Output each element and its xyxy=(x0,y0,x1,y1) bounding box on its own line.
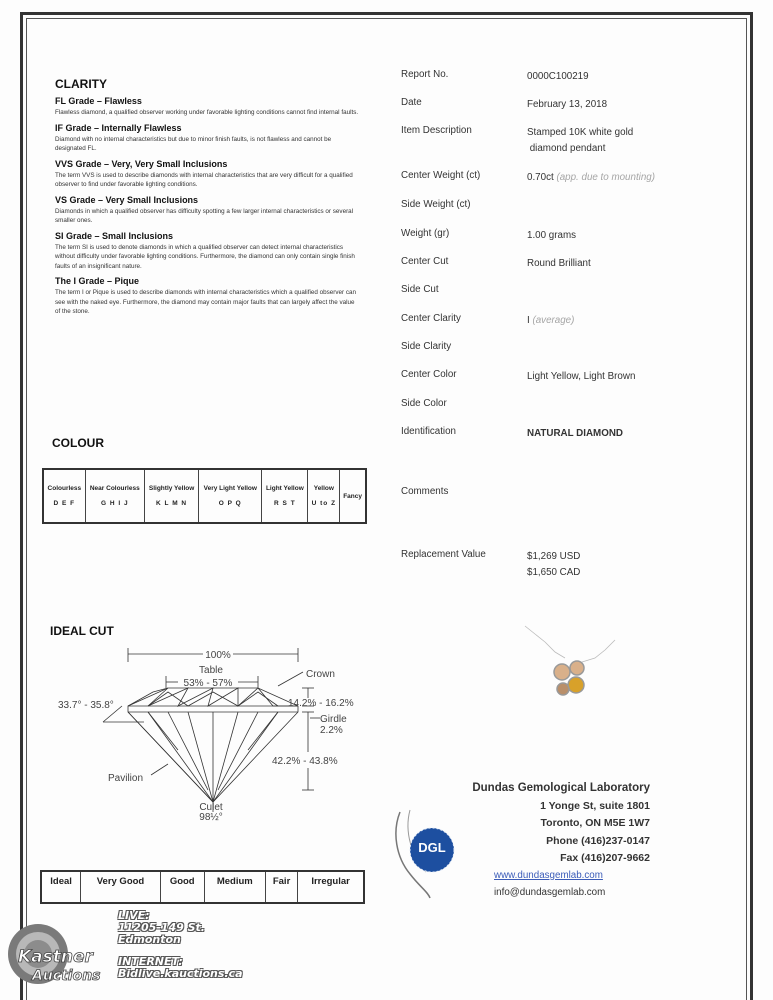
clarity-grade-title: IF Grade – Internally Flawless xyxy=(55,122,182,133)
internet-label: INTERNET: xyxy=(118,955,183,968)
cut-grade-cell: Good xyxy=(160,871,204,903)
kastner-auctions-logo xyxy=(2,916,114,1000)
clarity-grade-title: FL Grade – Flawless xyxy=(55,96,142,106)
colour-cell: Colourless D E F xyxy=(43,469,85,523)
ideal-cut-heading: IDEAL CUT xyxy=(50,624,114,638)
girdle-pct-label: 2.2% xyxy=(320,725,343,736)
culet-angle-label: 98½° xyxy=(199,812,223,823)
live-address1: 11205-149 St. xyxy=(118,921,205,934)
cut-grade-table xyxy=(40,870,365,904)
auction-info xyxy=(118,910,243,980)
kastner-logo-line1: Kastner xyxy=(18,947,93,967)
internet-url[interactable]: Bidlive.kauctions.ca xyxy=(118,967,243,980)
lab-contact-links xyxy=(494,868,605,901)
pendant-photo xyxy=(520,620,620,710)
crown-pct-label: 14.2% - 16.2% xyxy=(288,698,354,709)
cut-grade-cell: Ideal xyxy=(41,871,81,903)
crown-label: Crown xyxy=(306,669,335,680)
colour-cell: Yellow U to Z xyxy=(308,469,340,523)
lab-phone: Phone (416)237-0147 xyxy=(546,834,650,847)
lab-address2: Toronto, ON M5E 1W7 xyxy=(540,817,650,829)
clarity-heading: CLARITY xyxy=(55,77,107,91)
table-label: Table xyxy=(199,665,223,676)
cut-grade-cell: Very Good xyxy=(81,871,161,903)
live-label: LIVE: xyxy=(118,909,150,922)
clarity-grade-desc: Diamond with no internal characteristics but due to minor finish faults, is not flawless and cannot be designated FL. xyxy=(55,135,332,152)
colour-scale-table xyxy=(42,468,367,524)
lab-address-block xyxy=(460,780,650,868)
clarity-grade-desc: The term I or Pique is used to describe diamonds with internal characteristics which a qualified observer can see with the naked eye. Furthermore, the diamond may contain major faults that can largely affect the value of the stone. xyxy=(55,289,356,315)
dgl-logo xyxy=(390,802,468,902)
culet-label: Culet xyxy=(199,802,223,813)
live-address2: Edmonton xyxy=(118,933,181,946)
lab-fax: Fax (416)207-9662 xyxy=(560,852,650,864)
colour-cell: Light Yellow R S T xyxy=(262,469,308,523)
dgl-logo-text: DGL xyxy=(418,840,446,855)
clarity-grade-title: The I Grade – Pique xyxy=(55,276,140,286)
clarity-grades xyxy=(55,96,360,317)
lab-name: Dundas Gemological Laboratory xyxy=(472,782,650,794)
colour-cell: Very Light Yellow O P Q xyxy=(199,469,262,523)
diamond-cut-diagram xyxy=(48,640,368,825)
clarity-grade-title: VVS Grade – Very, Very Small Inclusions xyxy=(55,158,228,169)
girdle-label: Girdle xyxy=(320,714,347,725)
clarity-grade-desc: Diamonds in which a qualified observer has difficulty spotting a few larger internal characteristics or several smaller ones. xyxy=(55,207,354,224)
width-label: 100% xyxy=(205,650,231,661)
cut-grade-cell: Irregular xyxy=(298,871,364,903)
clarity-grade-desc: The term SI is used to denote diamonds in which a qualified observer can detect internal characteristics without difficulty under favorable lighting conditions. Furthermore, the diamond can only contain single finish faults of an insignificant nature. xyxy=(55,243,355,270)
colour-cell: Near Colourless G H I J xyxy=(85,469,144,523)
cut-grade-cell: Medium xyxy=(204,871,265,903)
kastner-logo-line2: Auctions xyxy=(32,968,101,984)
colour-cell: Slightly Yellow K L M N xyxy=(144,469,198,523)
pavilion-pct-label: 42.2% - 43.8% xyxy=(272,756,338,767)
cut-grade-cell: Fair xyxy=(265,871,297,903)
clarity-grade-title: SI Grade – Small Inclusions xyxy=(55,230,174,241)
lab-website-link[interactable]: www.dundasgemlab.com xyxy=(494,870,603,881)
lab-email[interactable]: info@dundasgemlab.com xyxy=(494,886,606,898)
crown-angle-label: 33.7° - 35.8° xyxy=(58,700,114,711)
lab-address1: 1 Yonge St, suite 1801 xyxy=(540,799,650,812)
colour-heading: COLOUR xyxy=(52,436,104,450)
table-pct-label: 53% - 57% xyxy=(183,678,233,689)
clarity-grade-desc: The term VVS is used to describe diamonds with internal characteristics that are very difficult for a qualified observer to find under favorable lighting conditions. xyxy=(55,171,353,188)
pavilion-label: Pavilion xyxy=(108,773,144,784)
clarity-grade-desc: Flawless diamond, a qualified observer working under favorable lighting conditions cannot find internal faults. xyxy=(55,109,359,116)
colour-cell: Fancy xyxy=(340,469,366,523)
clarity-grade-title: VS Grade – Very Small Inclusions xyxy=(55,194,199,205)
